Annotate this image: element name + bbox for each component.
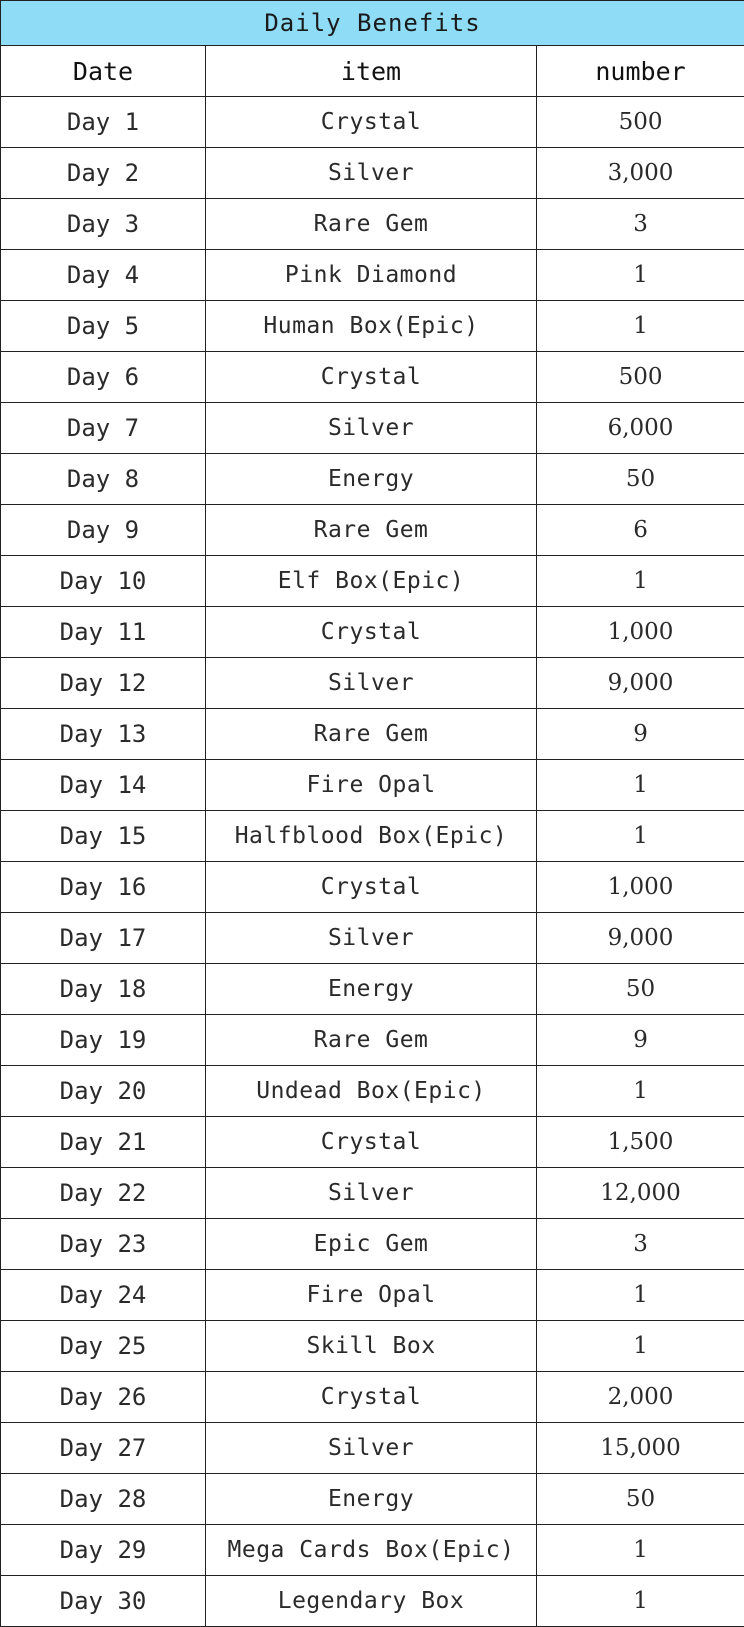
table-row (1, 301, 744, 352)
date-cell: Day 29 (1, 1525, 206, 1576)
item-cell: Rare Gem (206, 1015, 537, 1066)
date-cell: Day 9 (1, 505, 206, 556)
table-row (1, 403, 744, 454)
number-cell: 9 (537, 709, 744, 760)
number-cell: 1 (537, 1321, 744, 1372)
date-cell: Day 13 (1, 709, 206, 760)
table-row (1, 1576, 744, 1627)
date-cell: Day 28 (1, 1474, 206, 1525)
date-cell: Day 18 (1, 964, 206, 1015)
item-cell: Crystal (206, 352, 537, 403)
item-cell: Silver (206, 913, 537, 964)
item-cell: Fire Opal (206, 1270, 537, 1321)
item-cell: Rare Gem (206, 199, 537, 250)
number-cell: 1,000 (537, 607, 744, 658)
date-cell: Day 1 (1, 97, 206, 148)
date-cell: Day 15 (1, 811, 206, 862)
item-cell: Silver (206, 1423, 537, 1474)
item-cell: Fire Opal (206, 760, 537, 811)
column-header-number: number (537, 46, 744, 97)
item-cell: Silver (206, 403, 537, 454)
date-cell: Day 25 (1, 1321, 206, 1372)
item-cell: Energy (206, 454, 537, 505)
item-cell: Crystal (206, 1117, 537, 1168)
number-cell: 50 (537, 454, 744, 505)
item-cell: Silver (206, 1168, 537, 1219)
table-row (1, 454, 744, 505)
table-row (1, 862, 744, 913)
table-row (1, 1321, 744, 1372)
table-row (1, 1423, 744, 1474)
table-row (1, 1066, 744, 1117)
number-cell: 1 (537, 811, 744, 862)
table-body (1, 97, 744, 1627)
table-row (1, 97, 744, 148)
item-cell: Pink Diamond (206, 250, 537, 301)
number-cell: 3 (537, 1219, 744, 1270)
table-row (1, 148, 744, 199)
table-row (1, 505, 744, 556)
number-cell: 500 (537, 97, 744, 148)
item-cell: Energy (206, 1474, 537, 1525)
date-cell: Day 24 (1, 1270, 206, 1321)
table-row (1, 1168, 744, 1219)
table-row (1, 352, 744, 403)
table-row (1, 709, 744, 760)
number-cell: 9,000 (537, 913, 744, 964)
item-cell: Elf Box(Epic) (206, 556, 537, 607)
date-cell: Day 16 (1, 862, 206, 913)
table-row (1, 556, 744, 607)
table-row (1, 760, 744, 811)
item-cell: Rare Gem (206, 709, 537, 760)
item-cell: Rare Gem (206, 505, 537, 556)
date-cell: Day 20 (1, 1066, 206, 1117)
table-row (1, 964, 744, 1015)
number-cell: 1 (537, 760, 744, 811)
date-cell: Day 14 (1, 760, 206, 811)
table-row (1, 1372, 744, 1423)
table-row (1, 913, 744, 964)
item-cell: Legendary Box (206, 1576, 537, 1627)
number-cell: 1 (537, 1525, 744, 1576)
number-cell: 1 (537, 301, 744, 352)
date-cell: Day 26 (1, 1372, 206, 1423)
item-cell: Undead Box(Epic) (206, 1066, 537, 1117)
date-cell: Day 27 (1, 1423, 206, 1474)
column-header-item: item (206, 46, 537, 97)
table-row (1, 658, 744, 709)
number-cell: 9 (537, 1015, 744, 1066)
date-cell: Day 17 (1, 913, 206, 964)
item-cell: Crystal (206, 97, 537, 148)
number-cell: 1 (537, 1270, 744, 1321)
item-cell: Mega Cards Box(Epic) (206, 1525, 537, 1576)
table-row (1, 1219, 744, 1270)
table-row (1, 1525, 744, 1576)
table-row (1, 1015, 744, 1066)
number-cell: 12,000 (537, 1168, 744, 1219)
number-cell: 1 (537, 250, 744, 301)
date-cell: Day 2 (1, 148, 206, 199)
column-header-date: Date (1, 46, 206, 97)
table-row (1, 1270, 744, 1321)
title-row (1, 1, 744, 46)
date-cell: Day 19 (1, 1015, 206, 1066)
number-cell: 6,000 (537, 403, 744, 454)
item-cell: Crystal (206, 607, 537, 658)
number-cell: 3,000 (537, 148, 744, 199)
table-title: Daily Benefits (1, 1, 744, 46)
number-cell: 1,500 (537, 1117, 744, 1168)
item-cell: Epic Gem (206, 1219, 537, 1270)
item-cell: Energy (206, 964, 537, 1015)
item-cell: Crystal (206, 1372, 537, 1423)
number-cell: 50 (537, 964, 744, 1015)
number-cell: 3 (537, 199, 744, 250)
table-row (1, 1117, 744, 1168)
number-cell: 50 (537, 1474, 744, 1525)
number-cell: 500 (537, 352, 744, 403)
item-cell: Skill Box (206, 1321, 537, 1372)
number-cell: 15,000 (537, 1423, 744, 1474)
date-cell: Day 23 (1, 1219, 206, 1270)
number-cell: 6 (537, 505, 744, 556)
date-cell: Day 22 (1, 1168, 206, 1219)
table-row (1, 607, 744, 658)
item-cell: Human Box(Epic) (206, 301, 537, 352)
number-cell: 1 (537, 556, 744, 607)
number-cell: 2,000 (537, 1372, 744, 1423)
table-row (1, 811, 744, 862)
date-cell: Day 11 (1, 607, 206, 658)
date-cell: Day 5 (1, 301, 206, 352)
header-row (1, 46, 744, 97)
item-cell: Halfblood Box(Epic) (206, 811, 537, 862)
date-cell: Day 21 (1, 1117, 206, 1168)
date-cell: Day 7 (1, 403, 206, 454)
date-cell: Day 30 (1, 1576, 206, 1627)
number-cell: 1,000 (537, 862, 744, 913)
date-cell: Day 12 (1, 658, 206, 709)
number-cell: 1 (537, 1066, 744, 1117)
table-row (1, 250, 744, 301)
date-cell: Day 6 (1, 352, 206, 403)
table-row (1, 199, 744, 250)
item-cell: Silver (206, 658, 537, 709)
date-cell: Day 4 (1, 250, 206, 301)
date-cell: Day 3 (1, 199, 206, 250)
number-cell: 9,000 (537, 658, 744, 709)
item-cell: Crystal (206, 862, 537, 913)
date-cell: Day 10 (1, 556, 206, 607)
date-cell: Day 8 (1, 454, 206, 505)
table-row (1, 1474, 744, 1525)
number-cell: 1 (537, 1576, 744, 1627)
item-cell: Silver (206, 148, 537, 199)
